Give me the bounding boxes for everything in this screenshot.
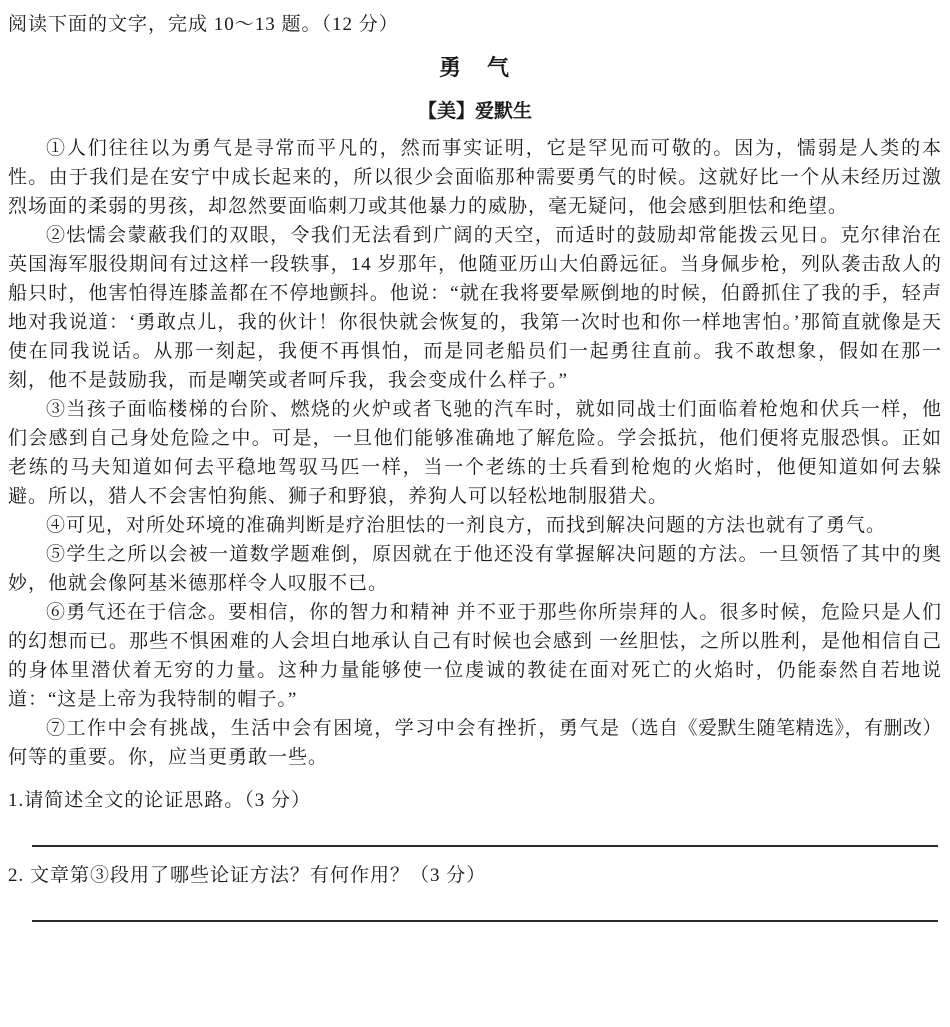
reading-instruction: 阅读下面的文字，完成 10～13 题。（12 分） — [8, 14, 399, 35]
questions-section — [8, 786, 942, 922]
paragraph-6: ⑥勇气还在于信念。要相信，你的智力和精神 并不亚于那些你所崇拜的人。很多时候，危险只是人们的幻想而已。那些不惧困难的人会坦白地承认自己有时候也会感到 一丝胆怯，之所以胜利，是他相信自己的身体里潜伏着无穷的力量。这种力量能够使一位虔诚的教徒在面对死亡的火焰时，仍能泰然自若地说道：“这是上帝为我特制的帽子。” — [8, 602, 942, 710]
paragraph-1: ①人们往往以为勇气是寻常而平凡的，然而事实证明，它是罕见而可敬的。因为，懦弱是人类的本性。由于我们是在安宁中成长起来的，所以很少会面临那种需要勇气的时候。这就好比一个从未经历过激烈场面的柔弱的男孩，却忽然要面临刺刀或其他暴力的威胁，毫无疑问，他会感到胆怯和绝望。 — [8, 138, 942, 217]
question-1: 1.请简述全文的论证思路。（3 分） — [8, 790, 312, 811]
source-attribution: （选自《爱默生随笔精选》，有删改） — [619, 718, 942, 739]
paragraph-4: ④可见，对所处环境的准确判断是疗治胆怯的一剂良方，而找到解决问题的方法也就有了勇气。 — [46, 515, 887, 536]
essay-author: 【美】爱默生 — [417, 101, 532, 122]
paragraph-2: ②怯懦会蒙蔽我们的双眼，令我们无法看到广阔的天空，而适时的鼓励却常能拨云见日。克尔律治在英国海军服役期间有过这样一段轶事，14 岁那年，他随亚历山大伯爵远征。当身佩步枪，列队袭击敌人的船只时，他害怕得连膝盖都在不停地颤抖。他说：“就在我将要晕厥倒地的时候，伯爵抓住了我的手，轻声地对我说道：‘勇敢点儿，我的伙计！你很快就会恢复的，我第一次时也和你一样地害怕。’那简直就像是天使在同我说话。从那一刻起，我便不再惧怕，而是同老船员们一起勇往直前。我不敢想象，假如在那一刻，他不是鼓励我，而是嘲笑或者呵斥我，我会变成什么样子。” — [8, 225, 942, 391]
paragraph-7 — [8, 714, 942, 772]
answer-line-1 — [32, 845, 938, 847]
paragraph-5: ⑤学生之所以会被一道数学题难倒，原因就在于他还没有掌握解决问题的方法。一旦领悟了其中的奥妙，他就会像阿基米德那样令人叹服不已。 — [8, 544, 942, 594]
essay-body — [8, 134, 942, 772]
paragraph-3: ③当孩子面临楼梯的台阶、燃烧的火炉或者飞驰的汽车时，就如同战士们面临着枪炮和伏兵一样，他们会感到自己身处危险之中。可是，一旦他们能够准确地了解危险。学会抵抗，他们便将克服恐惧。正如老练的马夫知道如何去平稳地驾驭马匹一样，当一个老练的士兵看到枪炮的火焰时，他便知道如何去躲避。所以，猎人不会害怕狗熊、狮子和野狼，养狗人可以轻松地制服猎犬。 — [8, 399, 942, 507]
question-2: 2. 文章第③段用了哪些论证方法？有何作用？（3 分） — [8, 865, 487, 886]
answer-line-2 — [32, 920, 938, 922]
paragraph-7-text: ⑦工作中会有挑战，生活中会有困境，学习中会有挫折，勇气是何等的重要。你，应当更勇敢一些。 — [8, 718, 620, 768]
essay-title: 勇 气 — [438, 55, 511, 80]
